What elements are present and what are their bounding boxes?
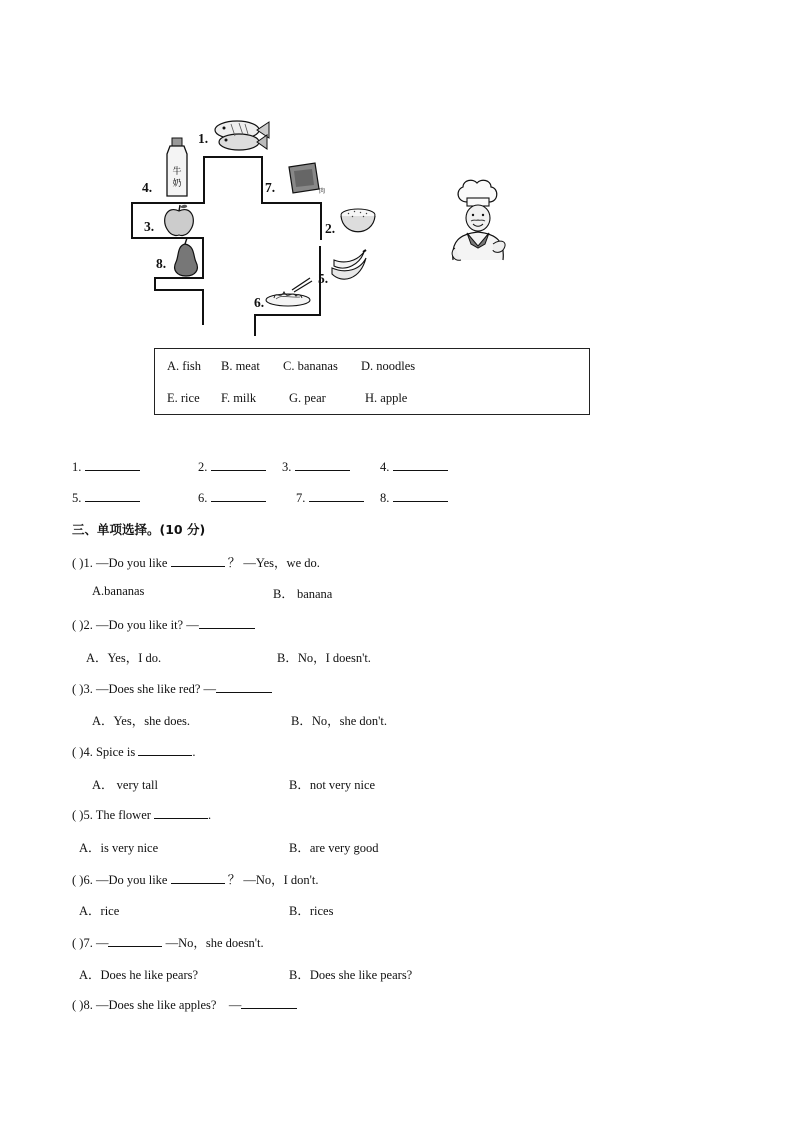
chef-illustration — [452, 180, 505, 260]
question-4-option-a[interactable]: A． very tall — [92, 778, 158, 792]
question-6-blank[interactable] — [171, 871, 225, 884]
path-outline-right — [255, 246, 320, 336]
puzzle-label-1: 1. — [198, 131, 209, 146]
answer-line-4[interactable]: 4. — [380, 458, 448, 475]
question-7-option-b[interactable]: B．Does she like pears? — [289, 968, 413, 982]
question-6: ( )6. —Do you like ？ —No，I don't. — [72, 873, 319, 887]
puzzle-label-7: 7. — [265, 180, 276, 195]
word-option-b: B. meat — [221, 359, 260, 373]
question-3: ( )3. —Does she like red? — — [72, 680, 272, 697]
question-2-option-a[interactable]: A．Yes，I do. — [86, 651, 162, 665]
answer-line-5[interactable]: 5. — [72, 489, 140, 506]
puzzle-label-8: 8. — [156, 256, 167, 271]
word-option-f: F. milk — [221, 391, 257, 405]
word-option-g: G. pear — [289, 391, 326, 405]
puzzle-label-3: 3. — [144, 219, 155, 234]
answer-line-8[interactable]: 8. — [380, 489, 448, 506]
question-7-option-a[interactable]: A．Does he like pears? — [79, 968, 199, 982]
word-option-a: A. fish — [167, 359, 202, 373]
puzzle-label-6: 6. — [254, 295, 265, 310]
question-3-option-a[interactable]: A．Yes，she does. — [92, 714, 191, 728]
question-8: ( )8. —Does she like apples? — — [72, 996, 297, 1013]
milk-bottle-icon — [167, 138, 187, 196]
question-3-option-b[interactable]: B．No，she don't. — [291, 714, 388, 728]
milk-label-text: 牛 — [172, 167, 182, 177]
question-5: ( )5. The flower . — [72, 808, 212, 822]
svg-text:奶: 奶 — [172, 179, 182, 189]
food-path-puzzle — [0, 0, 794, 345]
answer-line-3[interactable]: 3. — [282, 458, 350, 475]
word-option-h: H. apple — [365, 391, 408, 405]
fish-icon — [215, 121, 269, 150]
rice-bowl-icon — [341, 209, 375, 232]
question-2-option-b[interactable]: B．No，I doesn't. — [277, 651, 371, 665]
word-option-c: C. bananas — [283, 359, 338, 373]
word-option-e: E. rice — [167, 391, 200, 405]
puzzle-label-2: 2. — [325, 221, 336, 236]
puzzle-label-5: 5. — [318, 271, 329, 286]
question-5-option-a[interactable]: A．is very nice — [79, 841, 159, 855]
question-6-option-b[interactable]: B．rices — [289, 904, 334, 918]
question-2-blank[interactable] — [199, 616, 255, 629]
question-4-option-b[interactable]: B．not very nice — [289, 778, 376, 792]
answer-line-7[interactable]: 7. — [296, 489, 364, 506]
question-7-blank[interactable] — [108, 934, 162, 947]
question-8-blank[interactable] — [241, 996, 297, 1009]
puzzle-label-4: 4. — [142, 180, 153, 195]
answer-line-6[interactable]: 6. — [198, 489, 266, 506]
question-7: ( )7. — —No，she doesn't. — [72, 936, 264, 950]
question-1-option-a[interactable]: A.bananas — [92, 584, 145, 598]
word-option-d: D. noodles — [361, 359, 416, 373]
apple-icon — [165, 205, 194, 236]
question-1-blank[interactable] — [171, 554, 225, 567]
section-title: 三、单项选择。(10 分) — [72, 522, 206, 537]
question-6-option-a[interactable]: A．rice — [79, 904, 120, 918]
question-5-option-b[interactable]: B．are very good — [289, 841, 379, 855]
pear-icon — [175, 238, 198, 276]
question-1: ( )1. —Do you like ？ —Yes，we do. — [72, 556, 320, 570]
word-bank-box — [154, 348, 590, 415]
question-4: ( )4. Spice is . — [72, 745, 196, 759]
question-4-blank[interactable] — [138, 743, 192, 756]
bananas-icon — [332, 250, 366, 279]
svg-text:肉: 肉 — [319, 188, 326, 195]
question-5-blank[interactable] — [154, 806, 208, 819]
question-3-blank[interactable] — [216, 680, 272, 693]
question-2: ( )2. —Do you like it? — — [72, 616, 255, 633]
noodles-icon — [266, 278, 312, 306]
answer-line-1[interactable]: 1. — [72, 458, 140, 475]
answer-line-2[interactable]: 2. — [198, 458, 266, 475]
question-1-option-b[interactable]: B． banana — [273, 587, 333, 601]
meat-icon — [289, 163, 325, 195]
